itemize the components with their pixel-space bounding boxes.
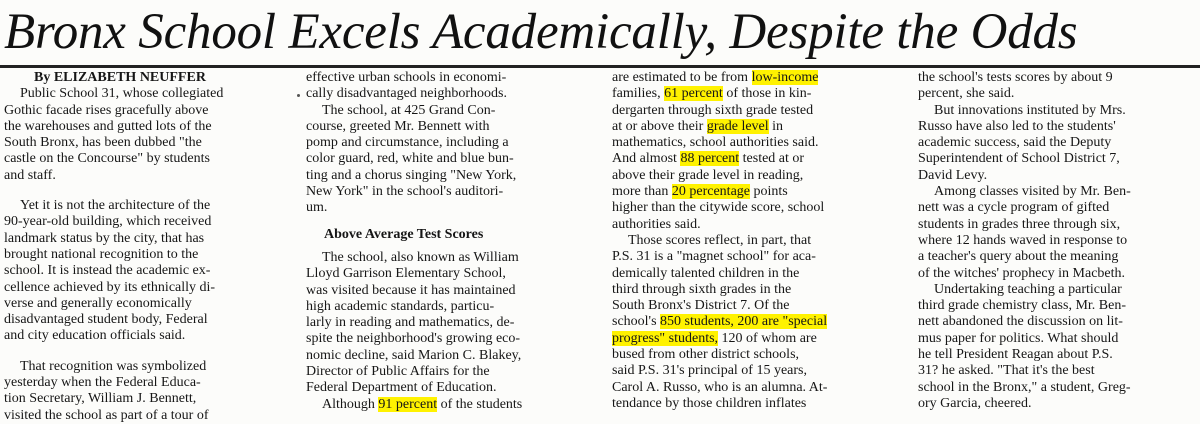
text-line: demically talented children in the <box>612 265 800 281</box>
text-line: school in the Bronx," a student, Greg- <box>918 379 1131 395</box>
text-line: above their grade level in reading, <box>612 167 804 183</box>
text-line: landmark status by the city, that has <box>4 230 205 246</box>
text-line: said P.S. 31's principal of 15 years, <box>612 363 808 379</box>
text-line: tion Secretary, William J. Bennett, <box>4 391 197 407</box>
highlighted-text: 88 percent <box>680 151 740 167</box>
text-line <box>612 184 908 200</box>
text-line <box>306 397 598 413</box>
text-line: ory Garcia, cheered. <box>918 395 1032 411</box>
text-line: mus paper for politics. What should <box>918 330 1119 346</box>
byline: By ELIZABETH NEUFFER <box>34 70 206 85</box>
text-line: 31? he asked. "That it's the best <box>918 363 1095 379</box>
text-line: The school, also known as William <box>322 249 519 265</box>
text-fragment: Although <box>322 396 379 412</box>
text-line: authorities said. <box>612 216 701 232</box>
text-line: and staff. <box>4 167 56 183</box>
text-line: where 12 hands waved in response to <box>918 232 1128 248</box>
text-line: Those scores reflect, in part, that <box>628 232 812 248</box>
text-line <box>612 119 908 135</box>
text-line: high academic standards, particu- <box>306 298 495 314</box>
text-line: of the witches' prophecy in Macbeth. <box>918 265 1126 281</box>
text-fragment: school's <box>612 314 661 330</box>
column-2 <box>306 70 598 413</box>
text-line: course, greeted Mr. Bennett with <box>306 118 490 134</box>
text-line: New York" in the school's auditori- <box>306 184 504 200</box>
text-line: nomic decline, said Marion C. Blakey, <box>306 347 522 363</box>
text-fragment: points <box>750 184 788 200</box>
highlighted-text: 850 students, 200 are "special <box>660 314 828 330</box>
text-fragment: more than <box>612 184 672 200</box>
text-line: Director of Public Affairs for the <box>306 364 490 380</box>
headline: Bronx School Excels Academically, Despite the Odds <box>4 4 1078 60</box>
text-line: Carol A. Russo, who is an alumna. At- <box>612 379 828 395</box>
text-line: dergarten through sixth grade tested <box>612 102 814 118</box>
highlighted-text: 91 percent <box>378 396 438 412</box>
text-line: Yet it is not the architecture of the <box>20 198 211 214</box>
text-line: yesterday when the Federal Educa- <box>4 375 201 391</box>
text-line: tendance by those children inflates <box>612 395 807 411</box>
highlighted-text: low-income <box>751 70 819 85</box>
headline-rule <box>0 65 1200 68</box>
text-line: the warehouses and gutted lots of the <box>4 118 212 134</box>
text-fragment: And almost <box>612 151 681 167</box>
text-line <box>612 151 908 167</box>
text-line: um. <box>306 200 328 216</box>
text-line: Among classes visited by Mr. Ben- <box>934 184 1131 200</box>
text-line <box>612 314 908 330</box>
text-line: Public School 31, whose collegiated <box>20 86 224 102</box>
text-line: bused from other district schools, <box>612 347 800 363</box>
text-line: he tell President Reagan about P.S. <box>918 347 1113 363</box>
text-line: and city education officials said. <box>4 328 186 344</box>
text-line: cally disadvantaged neighborhoods. <box>306 86 508 102</box>
column-4 <box>918 70 1196 412</box>
text-line: third grade chemistry class, Mr. Ben- <box>918 298 1127 314</box>
text-fragment: in <box>768 118 784 134</box>
text-line: Undertaking teaching a particular <box>934 281 1122 297</box>
text-line: ting and a chorus singing "New York, <box>306 167 517 183</box>
text-fragment: 120 of whom are <box>718 330 817 346</box>
text-line: visited the school as part of a tour of <box>4 407 209 423</box>
text-line: Federal Department of Education. <box>306 380 497 396</box>
text-line: percent, she said. <box>918 86 1015 102</box>
text-line: South Bronx, has been dubbed "the <box>4 135 202 151</box>
text-line: disadvantaged student body, Federal <box>4 312 208 328</box>
highlighted-text: grade level <box>706 118 769 134</box>
text-line: Gothic facade rises gracefully above <box>4 102 209 118</box>
text-fragment: of the students <box>437 396 523 412</box>
text-line: the school's tests scores by about 9 <box>918 70 1113 85</box>
text-line: effective urban schools in economi- <box>306 70 507 85</box>
text-line: third through sixth grades in the <box>612 281 792 297</box>
text-line: spite the neighborhood's growing eco- <box>306 331 521 347</box>
text-line: students in grades three through six, <box>918 216 1121 232</box>
text-line: color guard, red, white and blue bun- <box>306 151 514 167</box>
text-line: verse and generally economically <box>4 295 192 311</box>
text-line: But innovations instituted by Mrs. <box>934 102 1126 118</box>
text-line: David Levy. <box>918 167 988 183</box>
text-line: brought national recognition to the <box>4 246 199 262</box>
text-line: South Bronx's District 7. Of the <box>612 298 790 314</box>
text-line: nett was a cycle program of gifted <box>918 200 1110 216</box>
highlighted-text: 61 percent <box>664 86 723 102</box>
text-line: was visited because it has maintained <box>306 282 516 298</box>
text-fragment: are estimated to be from <box>612 70 752 85</box>
text-line: castle on the Concourse" by students <box>4 151 210 167</box>
text-line: pomp and circumstance, including a <box>306 135 509 151</box>
text-fragment: of those in kin- <box>722 86 812 102</box>
highlighted-text: progress" students, <box>612 330 719 346</box>
text-line: school. It is instead the academic ex- <box>4 263 211 279</box>
margin-mark <box>297 94 300 97</box>
column-1 <box>4 70 294 424</box>
text-line <box>612 331 908 347</box>
text-line: Russo have also led to the students' <box>918 118 1116 134</box>
text-line: nett abandoned the discussion on lit- <box>918 314 1123 330</box>
text-line: larly in reading and mathematics, de- <box>306 315 515 331</box>
text-line: mathematics, school authorities said. <box>612 135 819 151</box>
text-fragment: at or above their <box>612 118 707 134</box>
text-line: That recognition was symbolized <box>20 358 207 374</box>
text-line: a teacher's query about the meaning <box>918 249 1119 265</box>
text-line: 90-year-old building, which received <box>4 214 212 230</box>
highlighted-text: 20 percentage <box>671 184 750 200</box>
text-line: P.S. 31 is a "magnet school" for aca- <box>612 249 816 265</box>
text-line: Lloyd Garrison Elementary School, <box>306 266 506 282</box>
column-3 <box>612 70 908 412</box>
text-line <box>612 86 908 102</box>
text-line <box>612 70 908 86</box>
text-line: academic success, said the Deputy <box>918 135 1112 151</box>
subheading: Above Average Test Scores <box>324 226 484 242</box>
text-line: The school, at 425 Grand Con- <box>322 102 496 118</box>
text-line: higher than the citywide score, school <box>612 200 825 216</box>
text-fragment: tested at or <box>739 151 805 167</box>
text-line: cellence achieved by its ethnically di- <box>4 279 216 295</box>
text-line: Superintendent of School District 7, <box>918 151 1120 167</box>
text-fragment: families, <box>612 86 665 102</box>
